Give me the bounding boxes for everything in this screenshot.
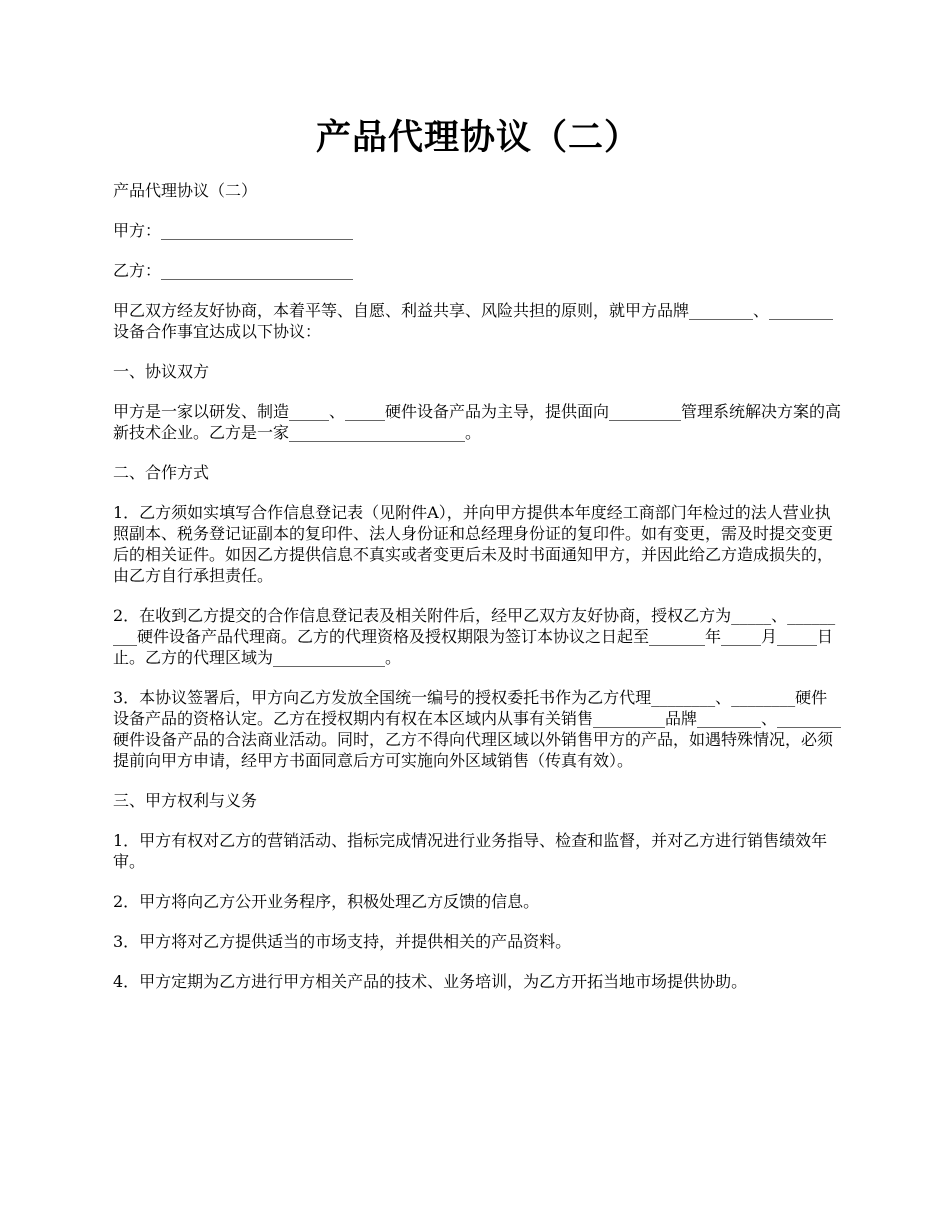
party-a-line: 甲方：________________________ bbox=[113, 221, 354, 240]
document-title: 产品代理协议（二） bbox=[315, 117, 640, 158]
section-heading-party-a-rights: 三、甲方权利与义务 bbox=[113, 791, 258, 810]
cooperation-clause-3: 3．本协议签署后，甲方向乙方发放全国统一编号的授权委托书作为乙方代理________、________硬件设备产品的资格认定。乙方在授权期内有权在本区域内从事有关销售_________品牌________、________硬件设备产品的合法商业活动。同时，乙方不得向代理区域以外销售甲方的产品，如遇特殊情况，必须提前向甲方申请，经甲方书面同意后方可实施向外区域销售（传真有效）。 bbox=[113, 688, 842, 770]
cooperation-clause-1: 1．乙方须如实填写合作信息登记表（见附件A），并向甲方提供本年度经工商部门年检过的法人营业执照副本、税务登记证副本的复印件、法人身份证和总经理身份证的复印件。如有变更，需及时提交变更后的相关证件。如因乙方提供信息不真实或者变更后未及时书面通知甲方，并因此给乙方造成损失的，由乙方自行承担责任。 bbox=[113, 503, 834, 585]
subtitle-paragraph: 产品代理协议（二） bbox=[113, 181, 258, 200]
rights-clause-4: 4．甲方定期为乙方进行甲方相关产品的技术、业务培训，为乙方开拓当地市场提供协助。 bbox=[113, 972, 748, 991]
party-b-line: 乙方：________________________ bbox=[113, 261, 354, 280]
preamble-paragraph: 甲乙双方经友好协商，本着平等、自愿、利益共享、风险共担的原则，就甲方品牌________、________设备合作事宜达成以下协议： bbox=[113, 301, 834, 341]
rights-clause-2: 2．甲方将向乙方公开业务程序，积极处理乙方反馈的信息。 bbox=[113, 892, 540, 911]
parties-paragraph: 甲方是一家以研发、制造_____、_____硬件设备产品为主导，提供面向_________管理系统解决方案的高新技术企业。乙方是一家______________________。 bbox=[113, 402, 842, 442]
document-page bbox=[113, 0, 843, 992]
section-heading-cooperation: 二、合作方式 bbox=[113, 463, 210, 482]
section-heading-parties: 一、协议双方 bbox=[113, 362, 210, 381]
rights-clause-3: 3．甲方将对乙方提供适当的市场支持，并提供相关的产品资料。 bbox=[113, 932, 572, 951]
rights-clause-1: 1．甲方有权对乙方的营销活动、指标完成情况进行业务指导、检查和监督，并对乙方进行销售绩效年审。 bbox=[113, 831, 828, 871]
cooperation-clause-2: 2．在收到乙方提交的合作信息登记表及相关附件后，经甲乙双方友好协商，授权乙方为_____、_________硬件设备产品代理商。乙方的代理资格及授权期限为签订本协议之日起至_______年_____月_____日止。乙方的代理区域为______________。 bbox=[113, 606, 836, 667]
